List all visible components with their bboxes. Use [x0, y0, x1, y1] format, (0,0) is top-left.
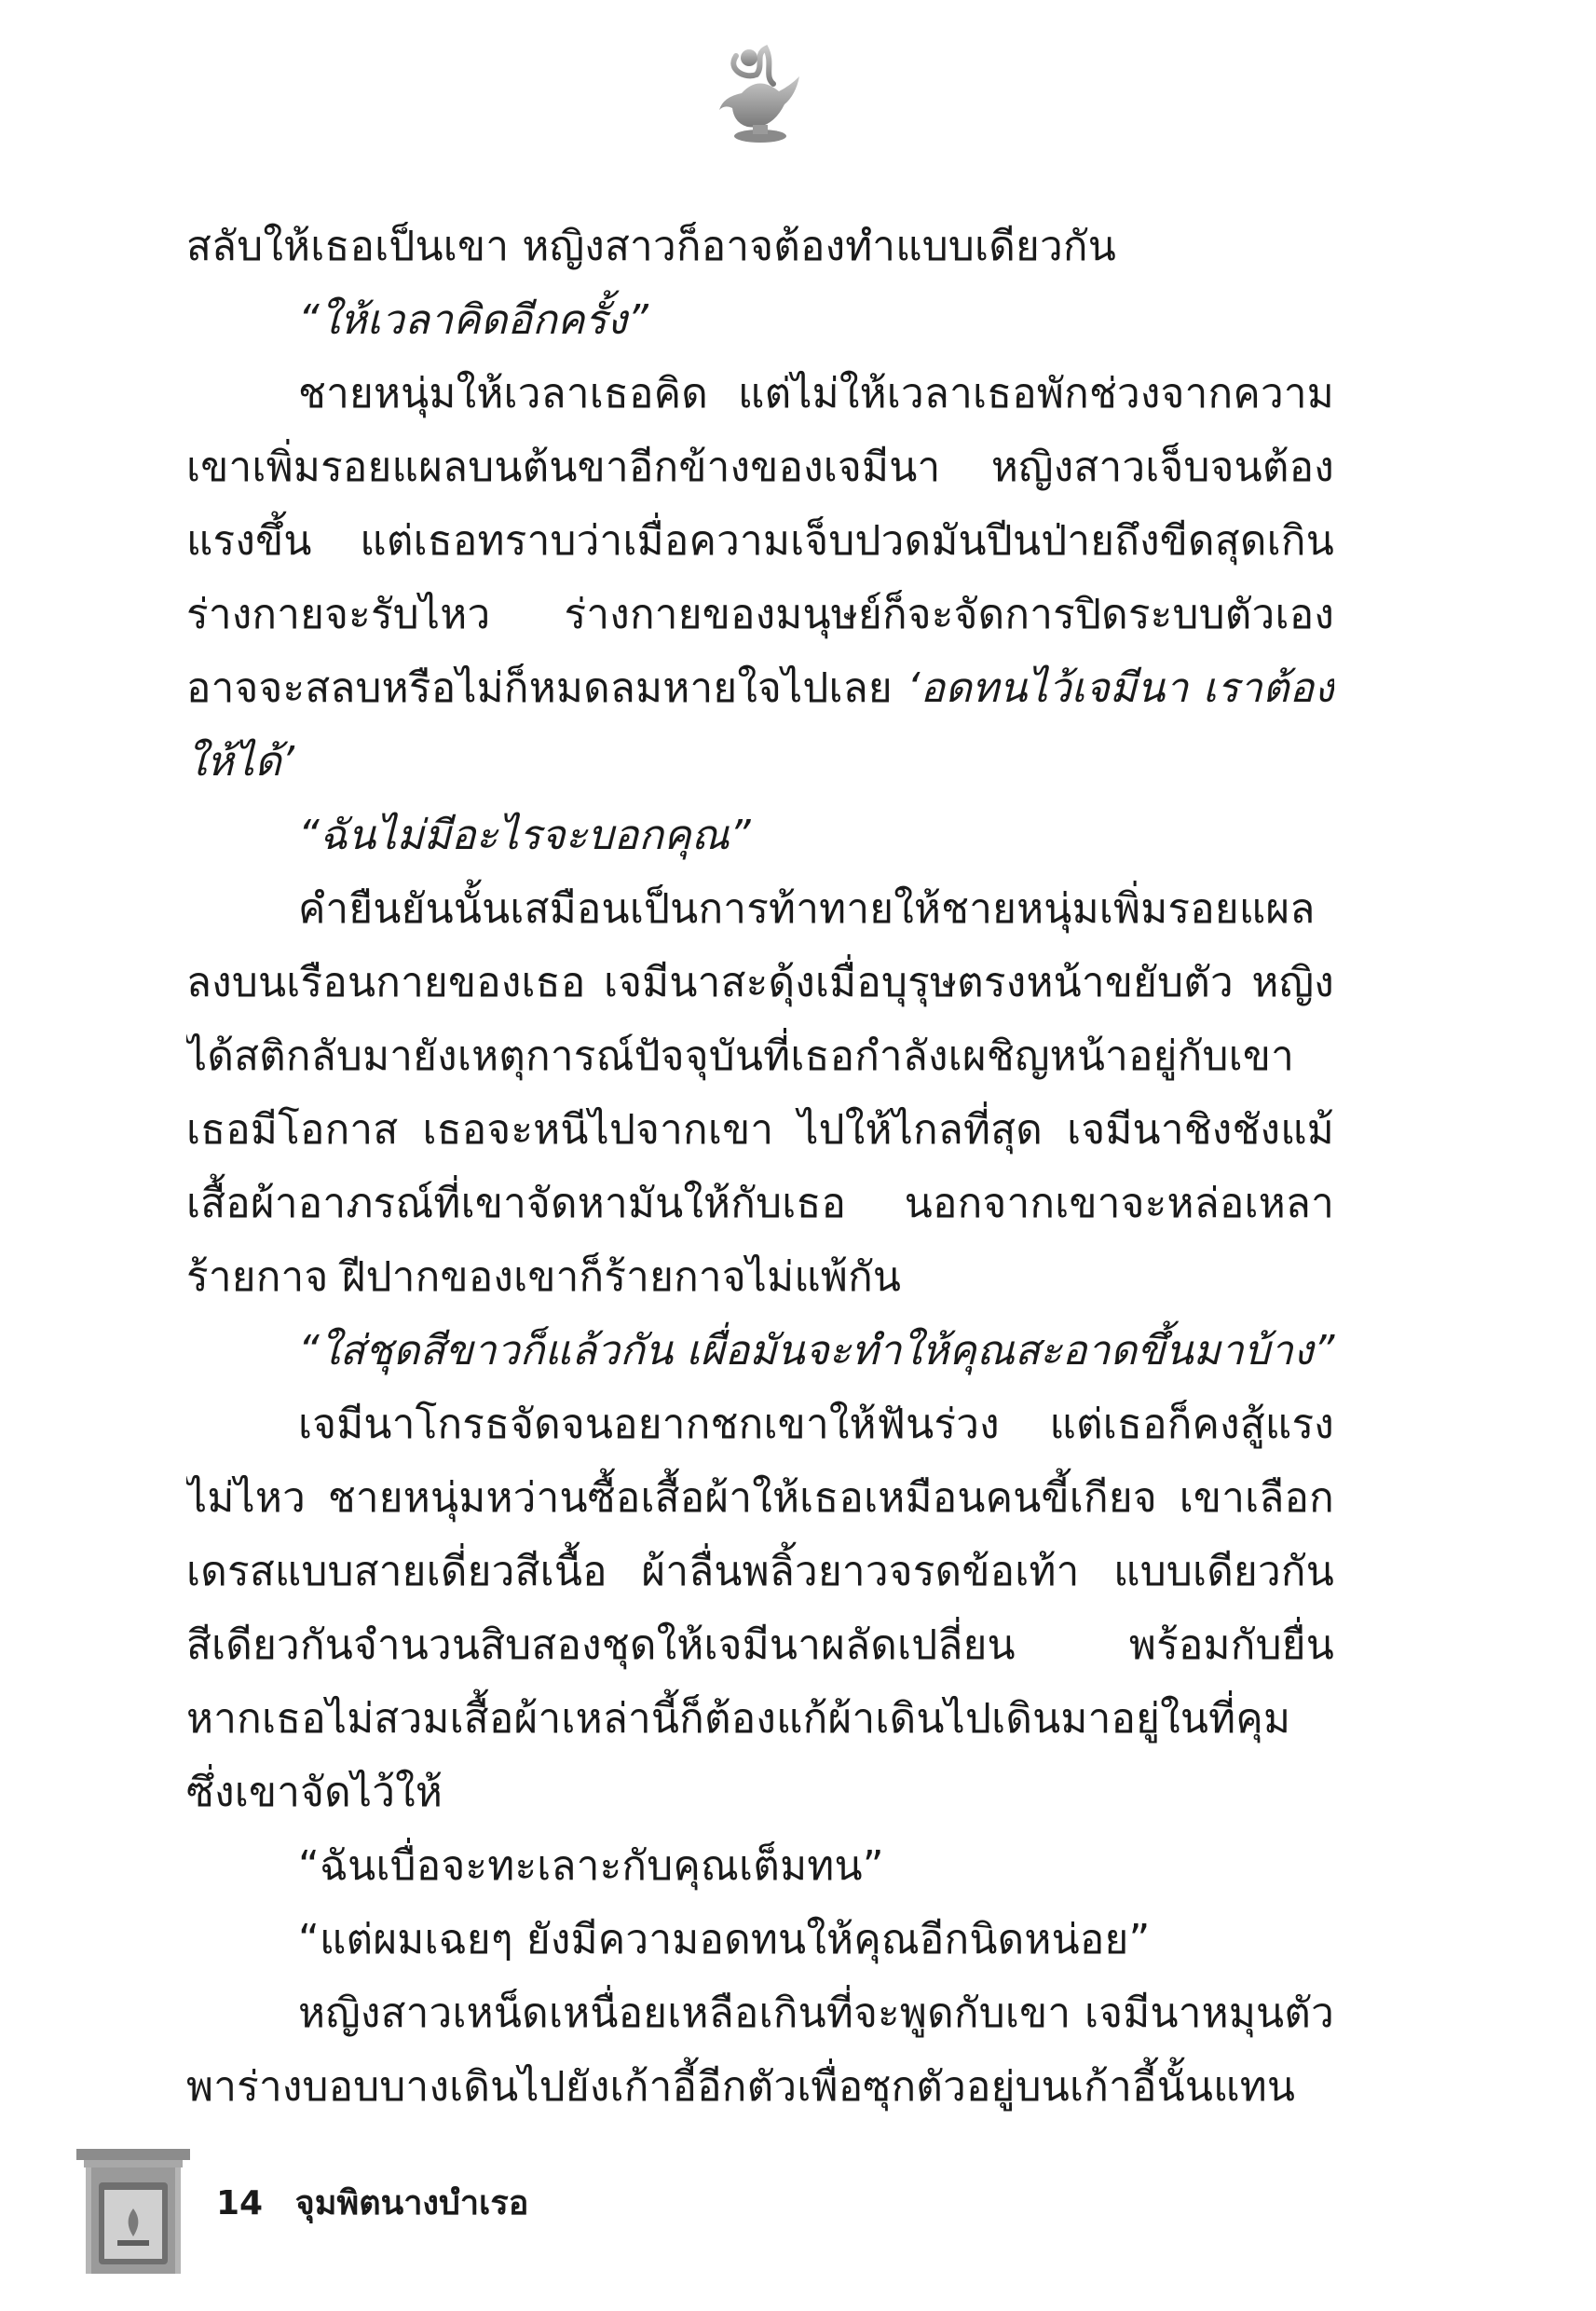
text-line-content: “ให้เวลาคิดอีกครั้ง” [298, 296, 649, 344]
text-line [186, 1093, 1334, 1167]
genie-lamp-icon [699, 37, 820, 158]
text-line [186, 946, 1334, 1019]
text-line [186, 1682, 1334, 1756]
text-line-content: ให้ได้’ [186, 738, 295, 786]
text-line-content: ลงบนเรือนกายของเธอ เจมีนาสะดุ้งเมื่อบุรุษตรงหน้าขยับตัว หญิง [186, 959, 1334, 1006]
text-line [186, 283, 1334, 357]
text-line [186, 1388, 1334, 1461]
text-line [186, 1903, 1334, 1976]
fireplace-icon [76, 2143, 190, 2274]
text-line [186, 2050, 1334, 2124]
book-title: จุมพิตนางบำเรอ [294, 2184, 529, 2222]
text-line-content: ไม่ไหว ชายหนุ่มหว่านซื้อเสื้อผ้าให้เธอเหมือนคนขี้เกียจ เขาเลือก [186, 1474, 1334, 1522]
text-line [186, 799, 1334, 872]
text-line [186, 1608, 1334, 1682]
text-line [186, 1829, 1334, 1903]
text-line [186, 725, 1334, 799]
text-line [186, 872, 1334, 946]
text-line [186, 1976, 1334, 2050]
text-line [186, 431, 1334, 504]
text-line [186, 1240, 1334, 1314]
text-line [186, 210, 1334, 283]
text-line-content: แรงขึ้น แต่เธอทราบว่าเมื่อความเจ็บปวดมันปีนป่ายถึงขีดสุดเกิน [186, 517, 1334, 565]
text-line-content: “ใส่ชุดสีขาวก็แล้วกัน เผื่อมันจะทำให้คุณสะอาดขึ้นมาบ้าง” [298, 1327, 1335, 1374]
text-line [186, 1019, 1334, 1093]
text-line-italic-tail: ‘อดทนไว้เจมีนา เราต้อง [907, 664, 1334, 712]
text-line [186, 504, 1334, 578]
text-line-content: “ฉันเบื่อจะทะเลาะกับคุณเต็มทน” [298, 1842, 884, 1890]
page-number: 14 [216, 2184, 264, 2222]
text-line [186, 357, 1334, 431]
page-footer [216, 2176, 549, 2229]
text-line-content: ซึ่งเขาจัดไว้ให้ [186, 1769, 443, 1816]
text-line-content: ร้ายกาจ ฝีปากของเขาก็ร้ายกาจไม่แพ้กัน [186, 1253, 902, 1301]
text-line-content: สลับให้เธอเป็นเขา หญิงสาวก็อาจต้องทำแบบเดียวกัน [186, 223, 1117, 270]
text-line-content: คำยืนยันนั้นเสมือนเป็นการท้าทายให้ชายหนุ่มเพิ่มรอยแผล [298, 885, 1316, 933]
text-line-content: หากเธอไม่สวมเสื้อผ้าเหล่านี้ก็ต้องแก้ผ้าเดินไปเดินมาอยู่ในที่คุม [186, 1695, 1291, 1743]
text-line [186, 578, 1334, 651]
text-line-content: ได้สติกลับมายังเหตุการณ์ปัจจุบันที่เธอกำลังเผชิญหน้าอยู่กับเขา [186, 1032, 1295, 1080]
text-line-content: หญิงสาวเหน็ดเหนื่อยเหลือเกินที่จะพูดกับเขา เจมีนาหมุนตัว [298, 1990, 1334, 2037]
text-line [186, 1756, 1334, 1829]
text-line-content: “แต่ผมเฉยๆ ยังมีความอดทนให้คุณอีกนิดหน่อย” [298, 1916, 1151, 1963]
text-line-content: พาร่างบอบบางเดินไปยังเก้าอี้อีกตัวเพื่อซุกตัวอยู่บนเก้าอี้นั้นแทน [186, 2063, 1296, 2111]
text-line-content: อาจจะสลบหรือไม่ก็หมดลมหายใจไปเลย [186, 664, 893, 712]
text-line-content: เจมีนาโกรธจัดจนอยากชกเขาให้ฟันร่วง แต่เธอก็คงสู้แรง [298, 1401, 1334, 1448]
text-line-content: เขาเพิ่มรอยแผลบนต้นขาอีกข้างของเจมีนา หญิงสาวเจ็บจนต้อง [186, 444, 1334, 491]
text-line-content: “ฉันไม่มีอะไรจะบอกคุณ” [298, 812, 751, 859]
text-line-content: เสื้อผ้าอาภรณ์ที่เขาจัดหามันให้กับเธอ นอกจากเขาจะหล่อเหลา [186, 1180, 1334, 1227]
text-line [186, 1314, 1334, 1388]
text-line-content: สีเดียวกันจำนวนสิบสองชุดให้เจมีนาผลัดเปลี่ยน พร้อมกับยื่น [186, 1621, 1334, 1669]
text-line [186, 651, 1334, 725]
text-line-content: ชายหนุ่มให้เวลาเธอคิด แต่ไม่ให้เวลาเธอพักช่วงจากความ [298, 370, 1334, 417]
text-line [186, 1167, 1334, 1240]
body-text [186, 210, 1334, 2124]
text-line-content: เธอมีโอกาส เธอจะหนีไปจากเขา ไปให้ไกลที่สุด เจมีนาชิงชังแม้ [186, 1106, 1334, 1154]
text-line-content: เดรสแบบสายเดี่ยวสีเนื้อ ผ้าลื่นพลิ้วยาวจรดข้อเท้า แบบเดียวกัน [186, 1548, 1334, 1595]
text-line [186, 1461, 1334, 1535]
text-line [186, 1535, 1334, 1608]
text-line-content: ร่างกายจะรับไหว ร่างกายของมนุษย์ก็จะจัดการปิดระบบตัวเอง [186, 591, 1334, 638]
